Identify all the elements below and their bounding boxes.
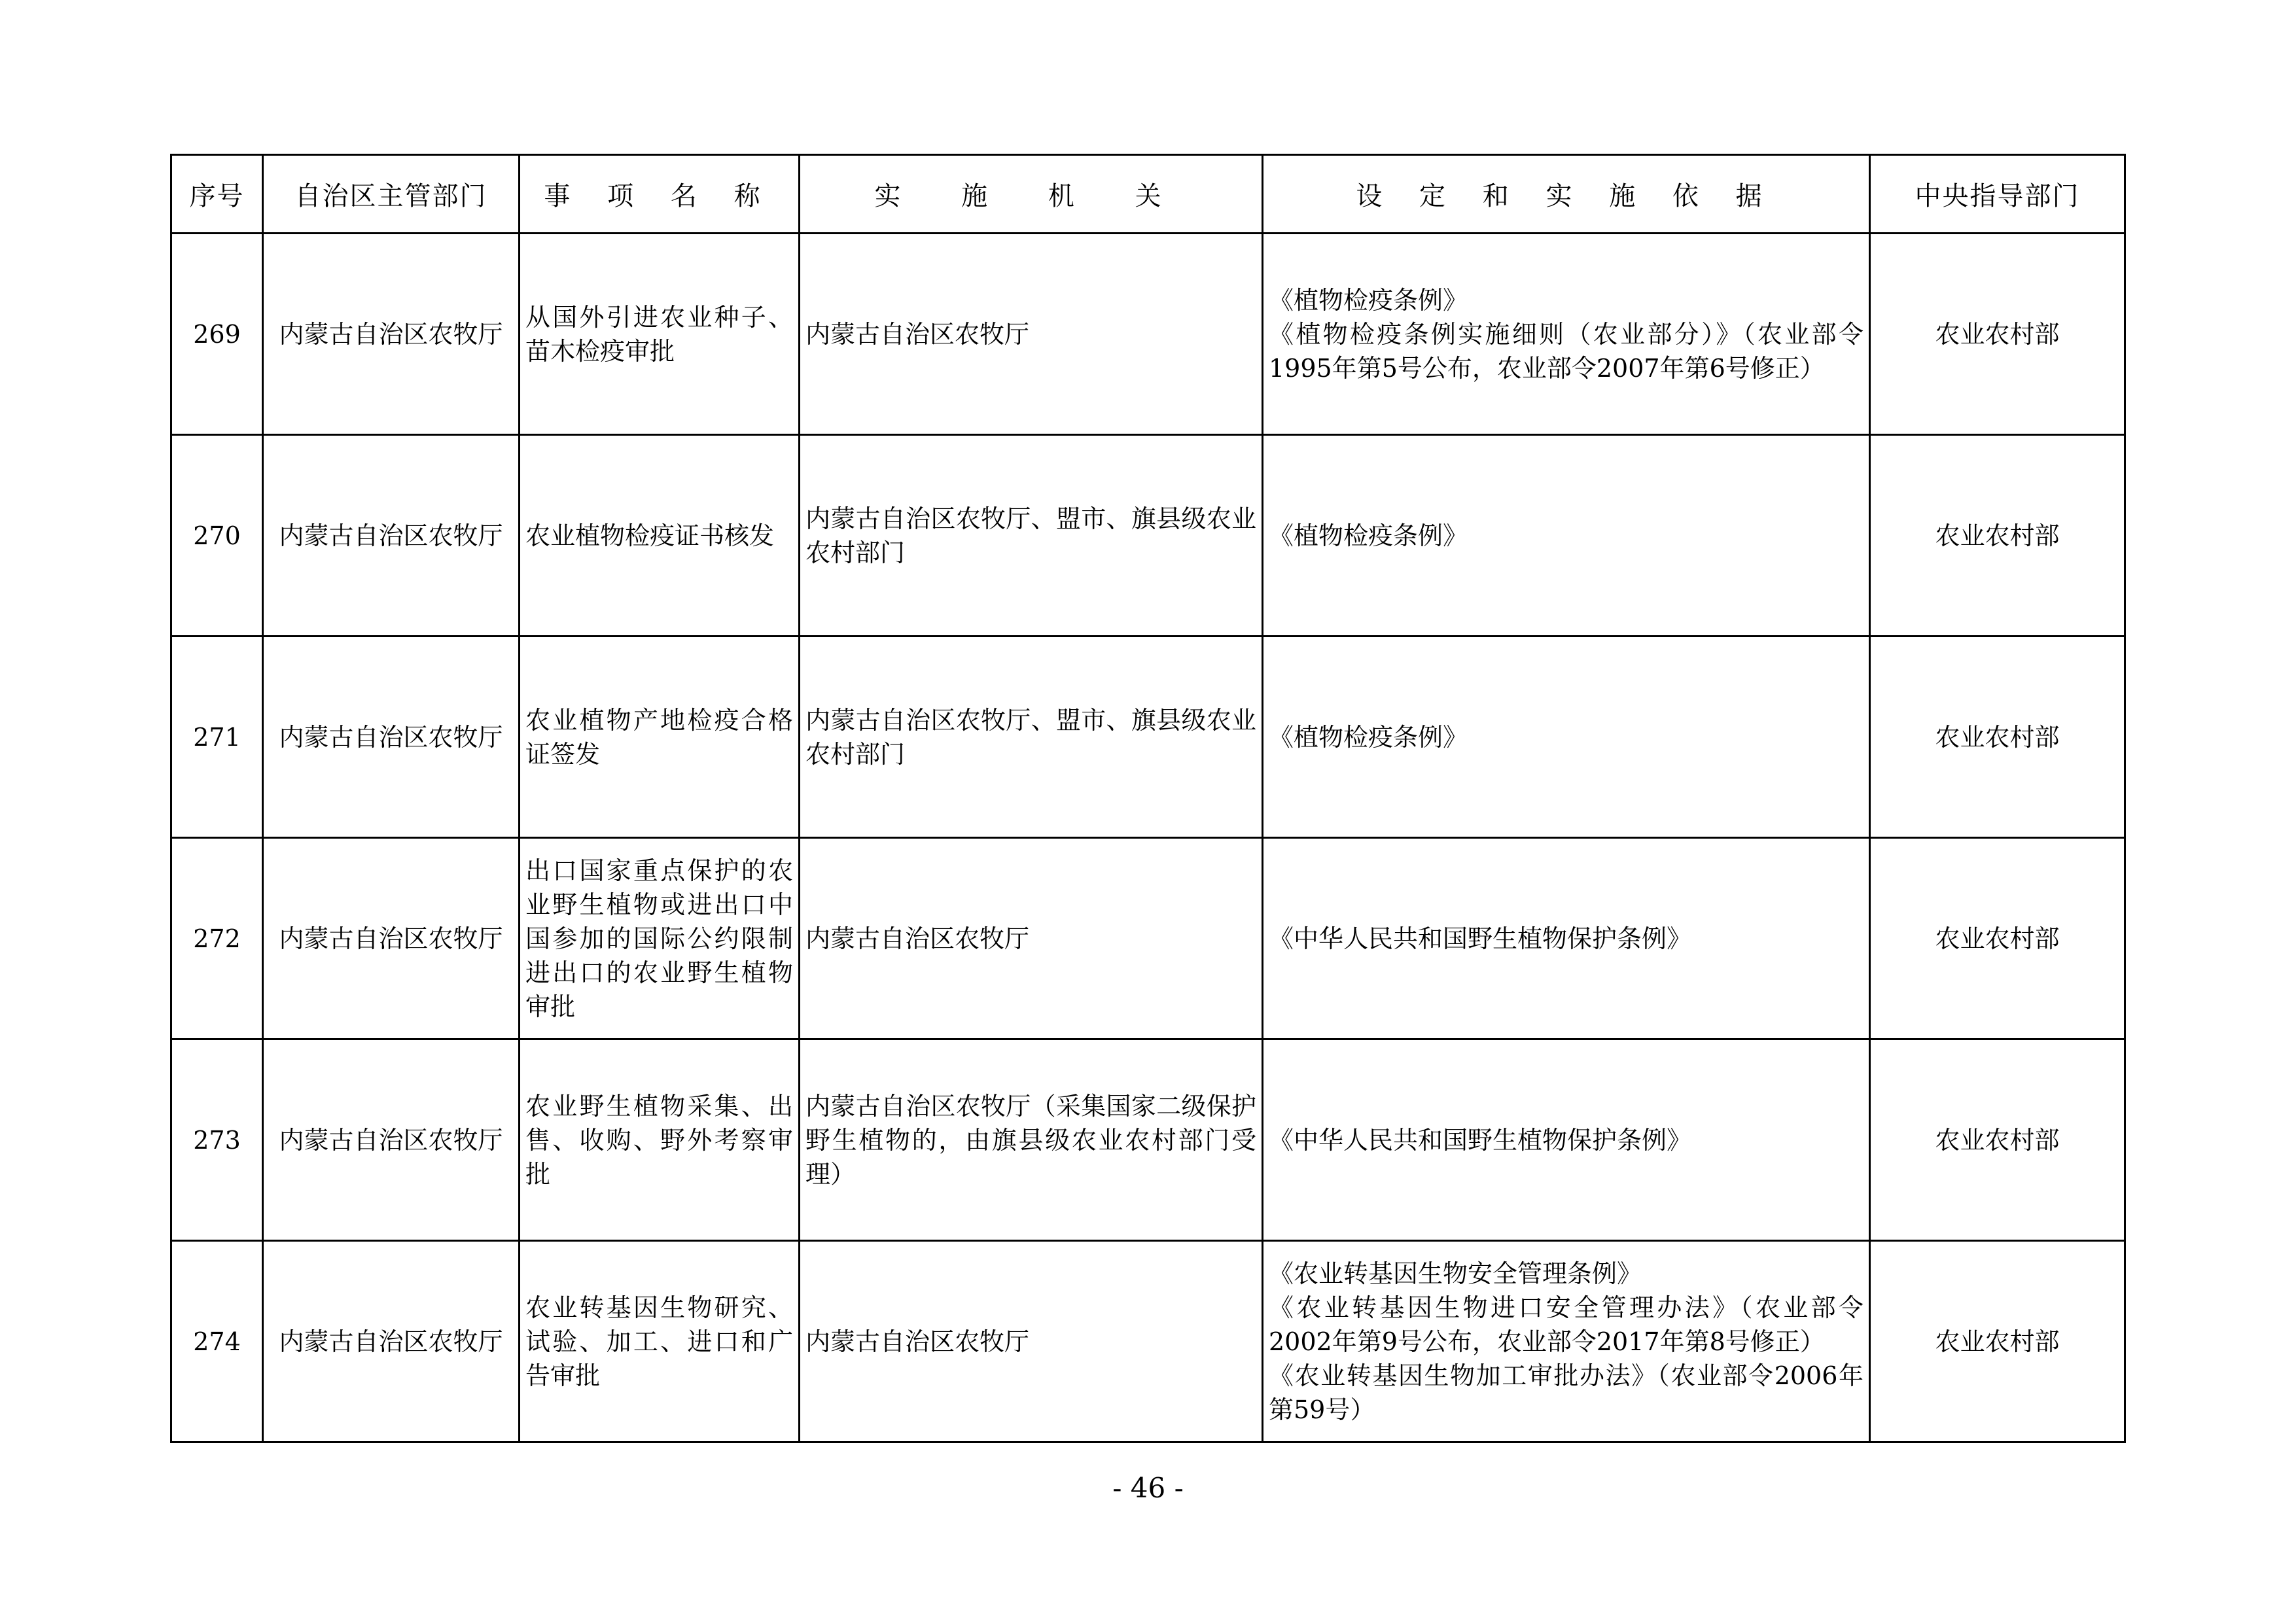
cell-seq: 271 — [171, 637, 263, 838]
cell-agency: 内蒙古自治区农牧厅 — [800, 234, 1263, 435]
table-row — [171, 435, 2125, 637]
cell-basis — [1263, 637, 1870, 838]
cell-basis — [1263, 1241, 1870, 1442]
items-table — [170, 154, 2126, 1443]
cell-agency: 内蒙古自治区农牧厅 — [800, 1241, 1263, 1442]
table-row — [171, 838, 2125, 1039]
cell-central: 农业农村部 — [1870, 1241, 2125, 1442]
cell-item: 农业转基因生物研究、试验、加工、进口和广告审批 — [520, 1241, 800, 1442]
cell-basis — [1263, 1039, 1870, 1241]
cell-item: 农业野生植物采集、出售、收购、野外考察审批 — [520, 1039, 800, 1241]
header-row — [171, 155, 2125, 234]
cell-dept: 内蒙古自治区农牧厅 — [263, 234, 520, 435]
header-basis: 设 定 和 实 施 依 据 — [1263, 155, 1870, 234]
cell-seq: 272 — [171, 838, 263, 1039]
table-row — [171, 234, 2125, 435]
cell-basis — [1263, 838, 1870, 1039]
cell-item: 农业植物产地检疫合格证签发 — [520, 637, 800, 838]
basis-line: 《农业转基因生物加工审批办法》（农业部令2006年第59号） — [1269, 1361, 1863, 1424]
cell-dept: 内蒙古自治区农牧厅 — [263, 1241, 520, 1442]
header-agency: 实 施 机 关 — [800, 155, 1263, 234]
basis-line: 《植物检疫条例》 — [1269, 722, 1468, 752]
page-number: - 46 - — [1112, 1472, 1184, 1504]
cell-central: 农业农村部 — [1870, 637, 2125, 838]
basis-line: 《植物检疫条例》 — [1269, 521, 1468, 550]
cell-basis — [1263, 234, 1870, 435]
header-seq: 序号 — [171, 155, 263, 234]
table-header — [171, 155, 2125, 234]
cell-agency: 内蒙古自治区农牧厅、盟市、旗县级农业农村部门 — [800, 435, 1263, 637]
basis-line: 《中华人民共和国野生植物保护条例》 — [1269, 924, 1692, 953]
cell-agency: 内蒙古自治区农牧厅（采集国家二级保护野生植物的，由旗县级农业农村部门受理） — [800, 1039, 1263, 1241]
cell-dept: 内蒙古自治区农牧厅 — [263, 1039, 520, 1241]
table-body — [171, 234, 2125, 1442]
cell-item: 从国外引进农业种子、苗木检疫审批 — [520, 234, 800, 435]
cell-dept: 内蒙古自治区农牧厅 — [263, 637, 520, 838]
table-row — [171, 637, 2125, 838]
table-row — [171, 1039, 2125, 1241]
basis-line: 《植物检疫条例》 — [1269, 285, 1468, 315]
basis-line: 《农业转基因生物安全管理条例》 — [1269, 1259, 1642, 1288]
cell-central: 农业农村部 — [1870, 1039, 2125, 1241]
cell-central: 农业农村部 — [1870, 234, 2125, 435]
cell-dept: 内蒙古自治区农牧厅 — [263, 838, 520, 1039]
cell-item: 出口国家重点保护的农业野生植物或进出口中国参加的国际公约限制进出口的农业野生植物审批 — [520, 838, 800, 1039]
header-item: 事 项 名 称 — [520, 155, 800, 234]
cell-seq: 270 — [171, 435, 263, 637]
cell-agency: 内蒙古自治区农牧厅、盟市、旗县级农业农村部门 — [800, 637, 1263, 838]
cell-dept: 内蒙古自治区农牧厅 — [263, 435, 520, 637]
cell-basis — [1263, 435, 1870, 637]
basis-line: 《植物检疫条例实施细则（农业部分）》（农业部令1995年第5号公布，农业部令2007年第6号修正） — [1269, 319, 1863, 383]
table-row — [171, 1241, 2125, 1442]
cell-seq: 269 — [171, 234, 263, 435]
cell-item: 农业植物检疫证书核发 — [520, 435, 800, 637]
cell-seq: 273 — [171, 1039, 263, 1241]
header-dept: 自治区主管部门 — [263, 155, 520, 234]
basis-line: 《农业转基因生物进口安全管理办法》（农业部令2002年第9号公布，农业部令2017年第8号修正） — [1269, 1293, 1863, 1356]
cell-seq: 274 — [171, 1241, 263, 1442]
basis-line: 《中华人民共和国野生植物保护条例》 — [1269, 1125, 1692, 1155]
cell-central: 农业农村部 — [1870, 435, 2125, 637]
cell-central: 农业农村部 — [1870, 838, 2125, 1039]
cell-agency: 内蒙古自治区农牧厅 — [800, 838, 1263, 1039]
header-central: 中央指导部门 — [1870, 155, 2125, 234]
